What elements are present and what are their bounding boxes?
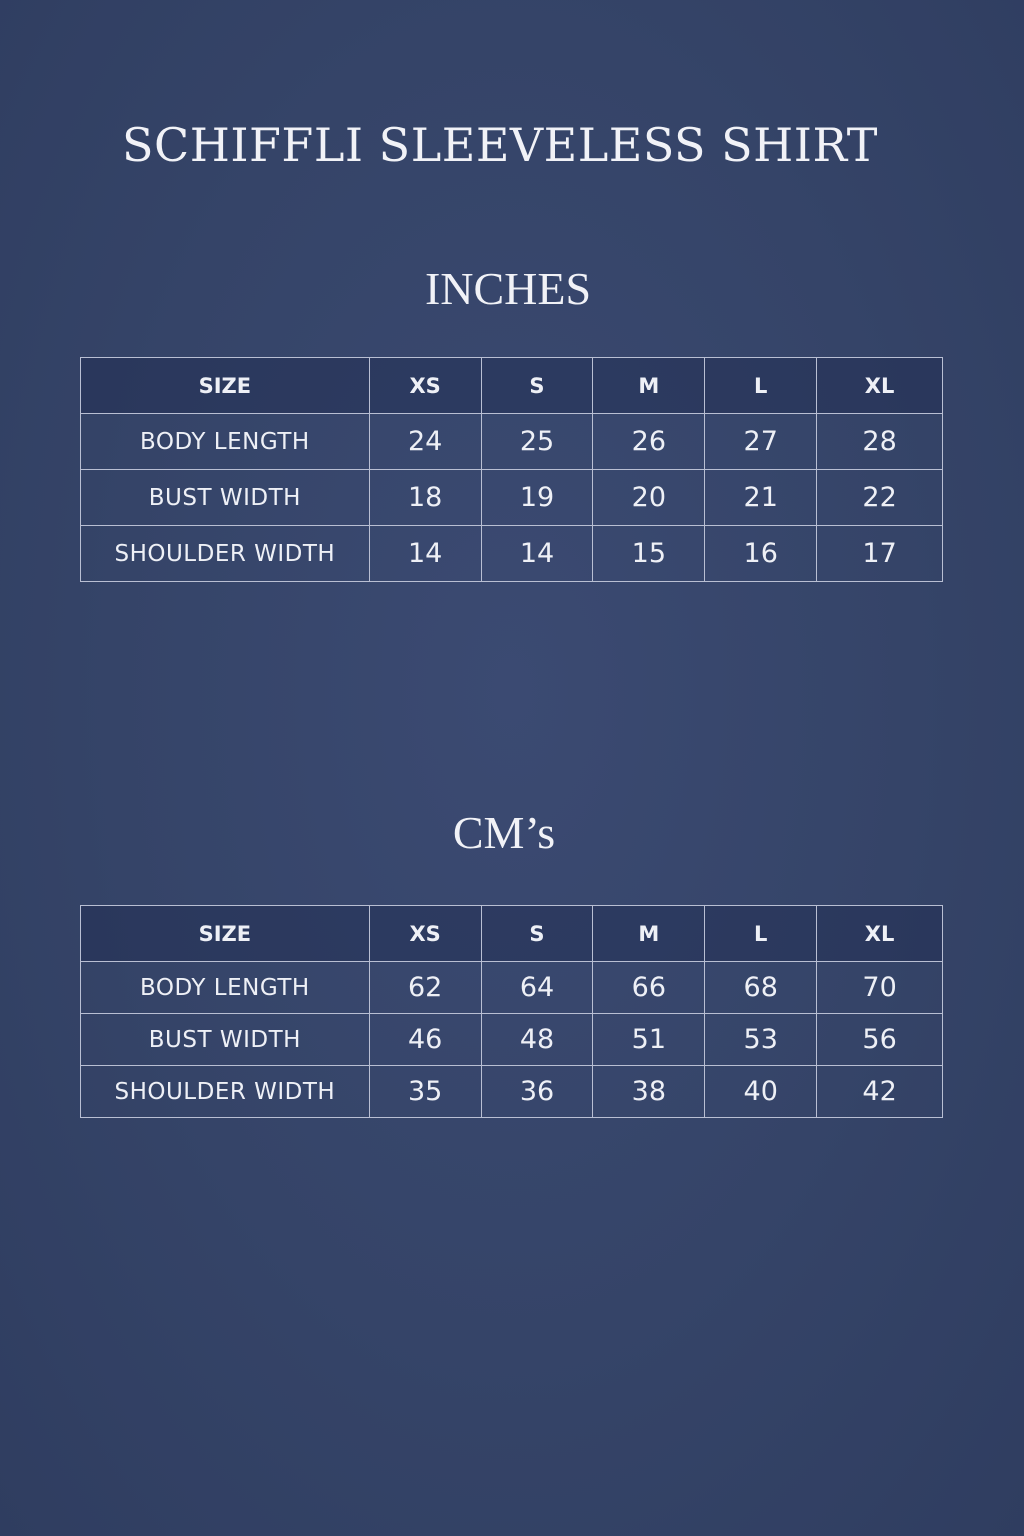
table-cell: 48 [481, 1014, 593, 1066]
column-header-m: M [593, 358, 705, 414]
table-cell: 66 [593, 962, 705, 1014]
table-cell: 42 [817, 1066, 943, 1118]
table-cell: 51 [593, 1014, 705, 1066]
table-cell: 18 [369, 470, 481, 526]
page-title: SCHIFFLI SLEEVELESS SHIRT [122, 118, 878, 172]
table-cell: 68 [705, 962, 817, 1014]
column-header-m: M [593, 906, 705, 962]
table-cell: 14 [481, 526, 593, 582]
column-header-xl: XL [817, 906, 943, 962]
table-cell: 46 [369, 1014, 481, 1066]
inches-size-table [80, 357, 943, 582]
table-cell: 40 [705, 1066, 817, 1118]
table-cell: 14 [369, 526, 481, 582]
row-label: SHOULDER WIDTH [81, 526, 370, 582]
column-header-xs: XS [369, 358, 481, 414]
row-label: SHOULDER WIDTH [81, 1066, 370, 1118]
table-cell: 21 [705, 470, 817, 526]
column-header-l: L [705, 358, 817, 414]
table-cell: 16 [705, 526, 817, 582]
row-label: BODY LENGTH [81, 962, 370, 1014]
table-row [81, 414, 943, 470]
table-cell: 20 [593, 470, 705, 526]
table-cell: 38 [593, 1066, 705, 1118]
table-cell: 56 [817, 1014, 943, 1066]
table-cell: 22 [817, 470, 943, 526]
table-cell: 25 [481, 414, 593, 470]
table-cell: 35 [369, 1066, 481, 1118]
column-header-l: L [705, 906, 817, 962]
table-cell: 15 [593, 526, 705, 582]
table-header-row [81, 906, 943, 962]
table-cell: 70 [817, 962, 943, 1014]
table-row [81, 470, 943, 526]
row-label: BODY LENGTH [81, 414, 370, 470]
column-header-size: SIZE [81, 906, 370, 962]
table-cell: 26 [593, 414, 705, 470]
table-cell: 28 [817, 414, 943, 470]
table-row [81, 1014, 943, 1066]
row-label: BUST WIDTH [81, 1014, 370, 1066]
inches-heading: INCHES [424, 263, 592, 314]
table-header-row [81, 358, 943, 414]
table-row [81, 962, 943, 1014]
column-header-s: S [481, 906, 593, 962]
table-cell: 36 [481, 1066, 593, 1118]
table-cell: 17 [817, 526, 943, 582]
row-label: BUST WIDTH [81, 470, 370, 526]
column-header-xs: XS [369, 906, 481, 962]
table-row [81, 1066, 943, 1118]
table-cell: 64 [481, 962, 593, 1014]
table-cell: 27 [705, 414, 817, 470]
column-header-xl: XL [817, 358, 943, 414]
table-row [81, 526, 943, 582]
table-cell: 53 [705, 1014, 817, 1066]
column-header-s: S [481, 358, 593, 414]
table-cell: 24 [369, 414, 481, 470]
table-cell: 62 [369, 962, 481, 1014]
cm-heading: CM’s [452, 807, 556, 858]
table-cell: 19 [481, 470, 593, 526]
column-header-size: SIZE [81, 358, 370, 414]
cm-size-table [80, 905, 943, 1118]
